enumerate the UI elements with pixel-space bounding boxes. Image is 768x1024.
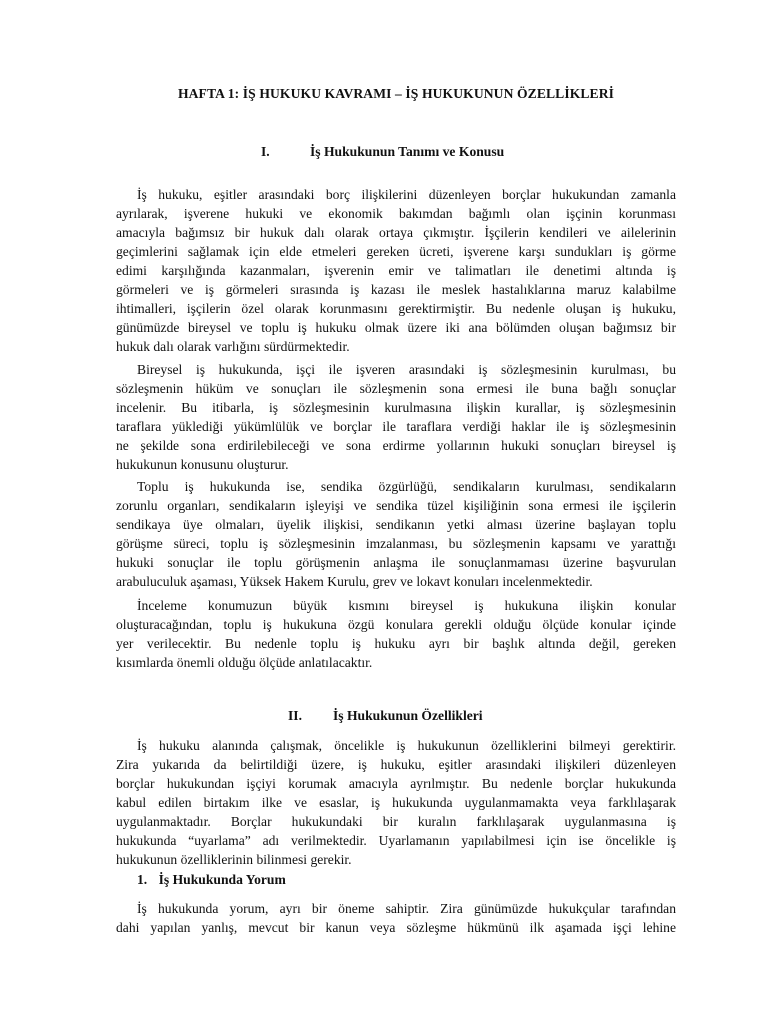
text-line: sendikaya üye olmaları, üyelik ilişkisi, sendikanın yetki alması üzerine başlayan toplu — [116, 517, 676, 532]
section-title: İş Hukukunun Tanımı ve Konusu — [310, 144, 505, 159]
text-line: zorunlu organları, sendikaların işleyişi ve sendika tüzel kişiliğinin sona ermesi ile işçilerin — [116, 498, 676, 513]
text-line: ayrılarak, işverene hukuki ve ekonomik bakımdan bağımlı olan işçinin korunması — [116, 206, 676, 221]
text-line: İş hukuku, eşitler arasındaki borç ilişkilerini düzenleyen borçlar hukukundan zamanla — [137, 187, 676, 202]
text-line: Zira yukarıda da belirtildiği üzere, iş hukuku, eşitler arasındaki ilişkileri düzenleyen — [116, 757, 676, 772]
text-line: görmeleri ve iş görmeleri sırasında iş kazası ile meslek hastalıklarına maruz kalabilme — [116, 282, 676, 297]
text-line: İş hukukunda yorum, ayrı bir öneme sahiptir. Zira günümüzde hukukçular tarafından — [137, 901, 676, 916]
text-line: uygulanmaktadır. Borçlar hukukundaki bir kuralın farklılaşarak uygulanmasına iş — [116, 814, 676, 829]
paragraph — [116, 360, 676, 474]
text-line: edimi karşılığında kazanmaları, işverenin emir ve talimatları ile denetimi altında iş — [116, 263, 676, 278]
text-line: arabuluculuk aşaması, Yüksek Hakem Kurulu, grev ve lokavt konuları incelenmektedir. — [116, 574, 593, 589]
text-line: hukukunda “uyarlama” adı verilmektedir. Uyarlamanın yapılabilmesi için ise öncelikle iş — [116, 833, 676, 848]
text-line: borçlar hukukundan işçiyi korumak amacıyla ayrılmıştır. Bu nedenle borçlar hukukunda — [116, 776, 676, 791]
text-line: hukuki sonuçlar ile toplu görüşmenin anlaşma ile sonuçlanmaması üzerine başvurulan — [116, 555, 676, 570]
text-line: kısımlarda önemli olduğu ölçüde anlatılacaktır. — [116, 655, 373, 670]
section-number: I. — [261, 144, 270, 159]
text-line: yer verilecektir. Bu nedenle toplu iş hukuku ayrı bir başlık altında değil, gereken — [116, 636, 676, 651]
text-line: hukuk dalı olarak varlığını sürdürmektedir. — [116, 339, 350, 354]
text-line: ihtimalleri, işçilerin özel olarak korunmasını gerektirmiştir. Bu nedenle oluşan iş hukuku, — [116, 301, 676, 316]
text-line: ne şekilde sona erdirilebileceği ve sona erdirme yollarının hukuki sonuçları bireysel iş — [116, 438, 676, 453]
text-line: hukukunun konusunu oluşturur. — [116, 457, 289, 472]
section-number: II. — [288, 708, 302, 723]
text-line: incelenir. Bu itibarla, iş sözleşmesinin kurulmasına ilişkin kurallar, iş sözleşmesinin — [116, 400, 676, 415]
text-line: sözleşmenin hüküm ve sonuçları ile sözleşmenin sona ermesi ile buna bağlı sonuçlar — [116, 381, 676, 396]
paragraph — [116, 899, 676, 937]
text-line: amacıyla bağımsız bir hukuk dalı olarak ortaya çıkmıştır. İşçilerin kendileri ve ailelerinin — [116, 225, 676, 240]
text-line: Bireysel iş hukukunda, işçi ile işveren arasındaki iş sözleşmesinin kurulması, bu — [137, 362, 676, 377]
subsection-heading — [137, 872, 286, 888]
subsection-number: 1. — [137, 872, 148, 887]
section-title: İş Hukukunun Özellikleri — [333, 708, 483, 723]
text-line: İnceleme konumuzun büyük kısmını bireysel iş hukukuna ilişkin konular — [137, 598, 676, 613]
text-line: kabul edilen birtakım ilke ve esaslar, iş hukukunda uygulanmamakta veya farklılaşarak — [116, 795, 676, 810]
text-line: dahi yapılan yanlış, mevcut bir kanun veya sözleşme hükmünü ilk aşamada işçi lehine — [116, 920, 676, 935]
subsection-title: İş Hukukunda Yorum — [158, 872, 286, 887]
text-line: Toplu iş hukukunda ise, sendika özgürlüğü, sendikaların kurulması, sendikaların — [137, 479, 676, 494]
paragraph — [116, 185, 676, 356]
text-line: İş hukuku alanında çalışmak, öncelikle iş hukukunun özelliklerini bilmeyi gerektirir. — [137, 738, 676, 753]
text-line: oluşturacağından, toplu iş hukukuna özgü konulara gerekli olduğu ölçüde konular içinde — [116, 617, 676, 632]
text-line: günümüzde bireysel ve toplu iş hukuku olmak üzere iki ana bölümden oluşan bağımsız bir — [116, 320, 676, 335]
text-line: hukukunun özelliklerinin bilinmesi gerekir. — [116, 852, 352, 867]
document-title: HAFTA 1: İŞ HUKUKU KAVRAMI – İŞ HUKUKUNUN ÖZELLİKLERİ — [177, 86, 615, 101]
text-line: görüşme süreci, toplu iş sözleşmesinin imzalanması, bu sözleşmenin kapsamı ve yarattığı — [116, 536, 676, 551]
paragraph — [116, 596, 676, 672]
paragraph — [116, 736, 676, 869]
text-line: taraflara yüklediği yükümlülük ve borçlar ile taraflara verdiği haklar ile iş sözleşmesinin — [116, 419, 676, 434]
text-line: geçimlerini sağlamak için elde etmeleri gereken ücreti, işverene karşı sundukları iş görme — [116, 244, 676, 259]
paragraph — [116, 477, 676, 591]
